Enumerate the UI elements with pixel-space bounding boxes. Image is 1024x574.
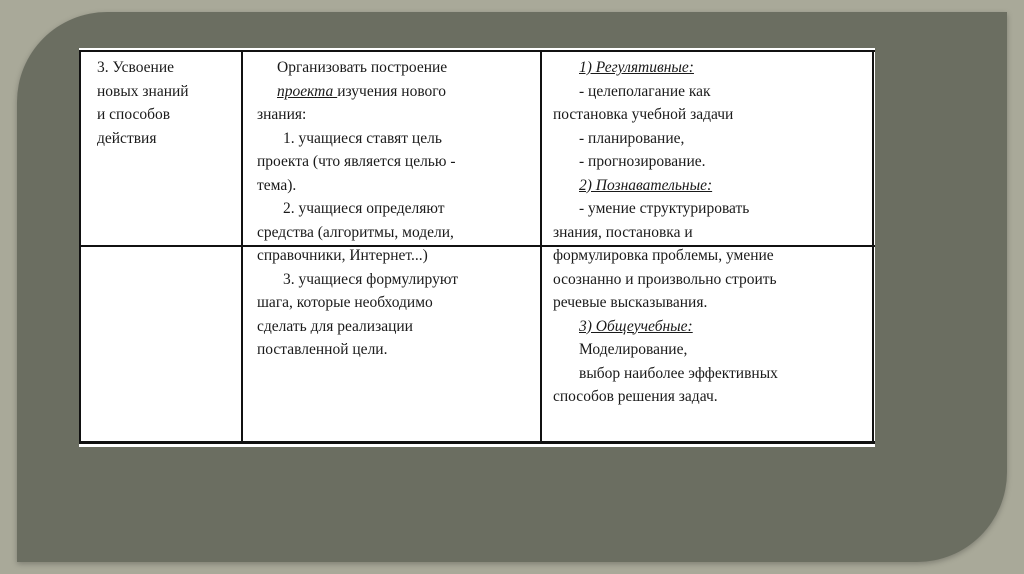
activity-line: 2. учащиеся определяют [283, 200, 445, 217]
action-line: - прогнозирование. [579, 153, 706, 170]
cell-learning-actions [553, 56, 778, 409]
column-divider-1 [241, 50, 243, 444]
activity-line: Организовать построение [277, 59, 448, 76]
action-line: Моделирование, [579, 341, 688, 358]
activity-line: проекта (что является целью - [257, 153, 456, 170]
table-top-border [79, 50, 875, 52]
activity-line: справочники, Интернет...) [257, 247, 428, 264]
action-line: формулировка проблемы, умение [553, 247, 774, 264]
underlined-word: проекта [277, 82, 338, 100]
table-left-border [79, 50, 81, 444]
action-line: знания, постановка и [553, 223, 693, 241]
activity-line-rest: изучения нового [337, 82, 447, 100]
category-heading: 1) Регулятивные: [579, 59, 694, 76]
activity-line: шага, которые необходимо [257, 294, 433, 311]
action-line: осознанно и произвольно строить [553, 270, 777, 288]
stage-line: 3. Усвоение [97, 59, 174, 76]
stage-line: и способов [97, 106, 171, 123]
activity-line: сделать для реализации [257, 317, 413, 335]
column-divider-2 [540, 50, 542, 444]
document-table-image [79, 48, 875, 447]
category-heading: 2) Познавательные: [579, 176, 713, 194]
action-line: речевые высказывания. [553, 294, 708, 311]
action-line: - планирование, [579, 129, 685, 147]
activity-line: знания: [257, 106, 307, 123]
stage-line: новых знаний [97, 82, 189, 100]
action-line: выбор наиболее эффективных [579, 364, 778, 382]
cell-teacher-activity [257, 56, 458, 362]
category-heading: 3) Общеучебные: [579, 317, 693, 335]
activity-line: поставленной цели. [257, 341, 388, 358]
action-line: - умение структурировать [579, 200, 750, 217]
activity-line: средства (алгоритмы, модели, [257, 223, 454, 241]
action-line: - целеполагание как [579, 82, 711, 100]
activity-line: тема). [257, 176, 297, 194]
activity-line: 1. учащиеся ставят цель [283, 129, 442, 147]
table-right-border [872, 50, 874, 444]
action-line: постановка учебной задачи [553, 106, 734, 123]
table-bottom-border [79, 441, 875, 444]
activity-line: 3. учащиеся формулируют [283, 270, 458, 288]
cell-stage-name [97, 56, 189, 150]
action-line: способов решения задач. [553, 388, 718, 405]
activity-line [257, 80, 458, 104]
stage-line: действия [97, 129, 157, 147]
